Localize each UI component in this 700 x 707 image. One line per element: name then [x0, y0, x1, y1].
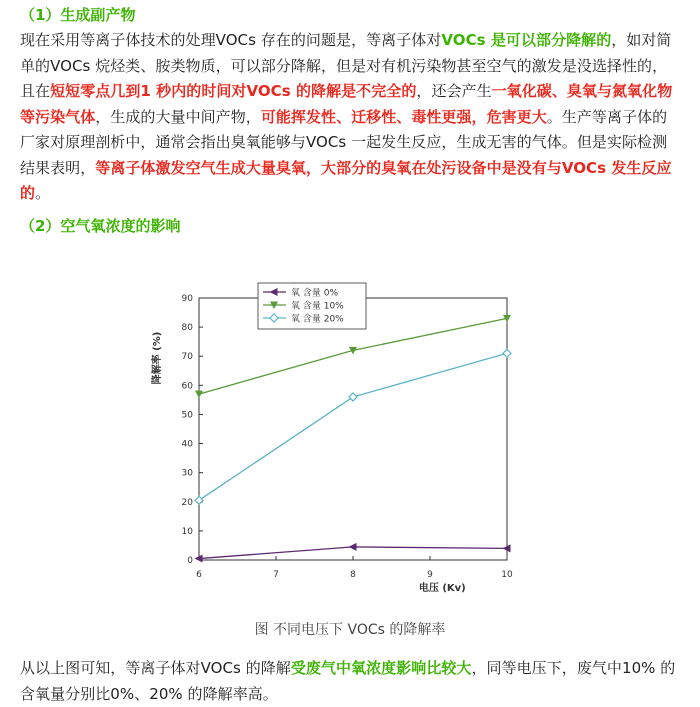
y-tick-label: 0: [187, 556, 193, 566]
y-tick-label: 20: [181, 497, 193, 508]
text-run: ，生成的大量中间产物，: [95, 107, 261, 126]
x-tick-label: 8: [350, 570, 356, 580]
highlight-red: 可能挥发性、迁移性、毒性更强，危害更大: [260, 107, 547, 126]
text-run: 。: [35, 184, 51, 202]
x-tick-label: 7: [273, 570, 279, 580]
figure-caption: 图 不同电压下 VOCs 的降解率: [254, 622, 446, 638]
y-tick-label: 50: [181, 410, 193, 421]
y-tick-label: 60: [181, 381, 193, 392]
y-tick-label: 30: [181, 468, 193, 479]
highlight-red: 一氧化碳、臭氧与氮氧化物等污染气体: [20, 82, 673, 126]
text-run: 现在采用等离子体技术的处理VOCs 存在的问题是，等离子体对: [20, 31, 442, 49]
line-chart: [140, 258, 560, 648]
legend-label: 氧 含量 10%: [291, 301, 344, 312]
series-line-2: [199, 353, 507, 500]
x-axis-label: 电压 (Kv): [418, 583, 466, 594]
highlight-red: 短短零点几到1 秒内的时间对VOCs 的降解是不完全的: [50, 82, 417, 100]
section-heading-oxygen: （2）空气氧浓度的影响: [20, 217, 181, 235]
text-run: 从以上图可知，等离子体对VOCs 的降解: [20, 659, 291, 677]
text-run: ，还会产生: [416, 82, 492, 100]
section-heading-byproducts: （1）生成副产物: [20, 6, 136, 24]
paragraph-conclusion: [20, 656, 682, 707]
text-run: ，同等电压下，废气中10% 的含氧量分别比0%、20% 的降解率高。: [20, 659, 676, 703]
highlight-green: VOCs 是可以部分降解的: [441, 31, 612, 49]
legend-label: 氧 含量 0%: [291, 288, 338, 299]
data-point: [195, 391, 203, 399]
x-tick-label: 6: [196, 570, 202, 580]
data-point: [349, 393, 357, 401]
data-point: [503, 349, 511, 357]
text-run: 。生产等离子体的厂家对原理剖析中，通常会指出臭氧能够与VOCs 一起发生反应，生成无害的气体。但是实际检测结果表明，: [20, 107, 668, 177]
y-tick-label: 70: [181, 352, 193, 363]
text-run: ，如对简单的VOCs 烷烃类、胺类物质，可以部分降解，但是对有机污染物甚至空气的激发是没选择性的，且在: [20, 31, 672, 100]
legend-label: 氧 含量 20%: [291, 314, 344, 325]
paragraph-byproducts: [20, 28, 682, 207]
x-tick-label: 9: [427, 570, 433, 580]
highlight-green: 受废气中氧浓度影响比较大: [290, 659, 472, 677]
highlight-red: 等离子体激发空气生成大量臭氧，大部分的臭氧在处污设备中是没有与VOCs 发生反应的: [20, 158, 672, 202]
y-tick-label: 80: [181, 323, 193, 334]
series-line-1: [199, 318, 507, 394]
data-point: [195, 496, 203, 504]
y-tick-label: 10: [181, 526, 193, 537]
y-tick-label: 40: [181, 439, 193, 450]
x-tick-label: 10: [501, 570, 513, 580]
data-point: [349, 543, 357, 551]
y-axis-label: 降解率 (%): [152, 331, 163, 385]
y-tick-label: 90: [181, 294, 193, 304]
chart-figure: [140, 258, 560, 648]
plot-frame: [199, 298, 507, 560]
